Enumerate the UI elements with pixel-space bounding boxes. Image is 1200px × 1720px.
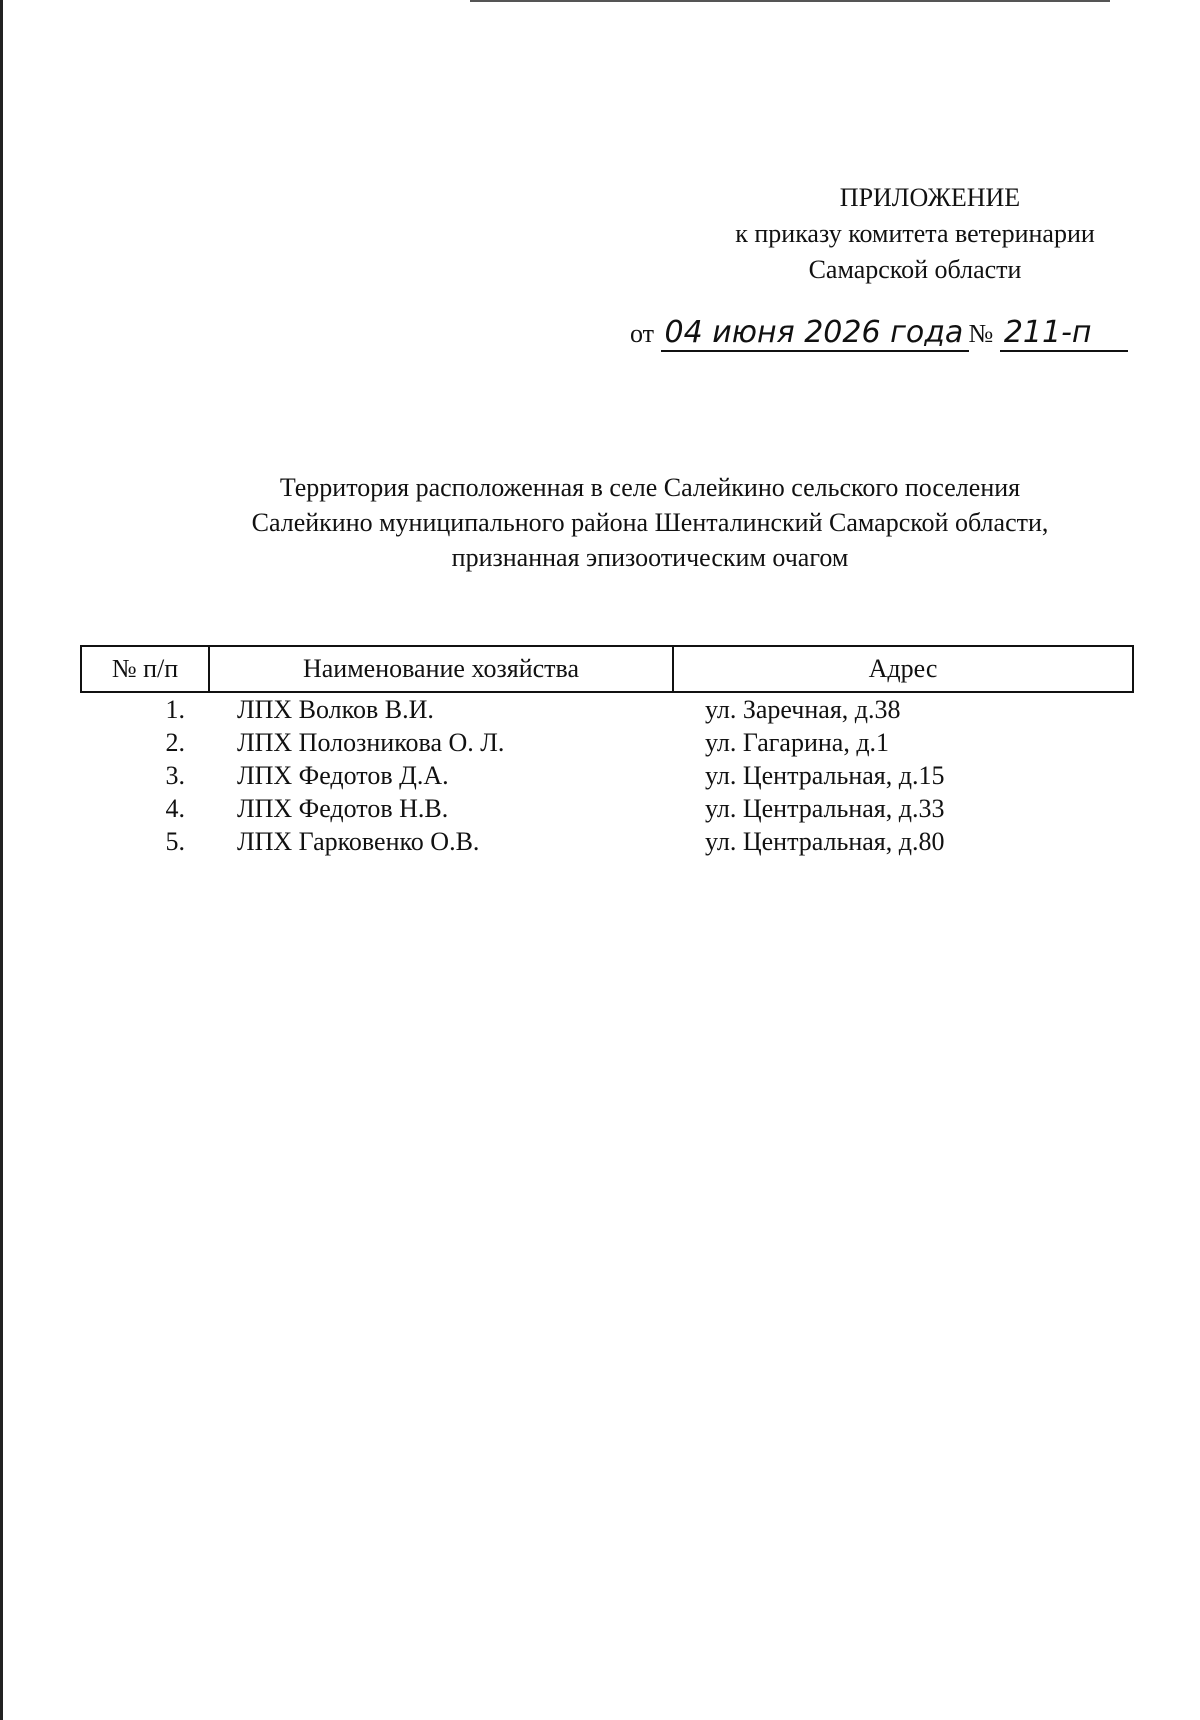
farms-table [80,645,1134,858]
document-title-line: признанная эпизоотическим очагом [451,543,849,572]
order-date-handwritten: 04 июня 2026 года [661,316,969,352]
table-row [81,792,1133,825]
table-row [81,726,1133,759]
row-number: 3. [165,760,185,790]
scan-edge-top [470,0,1110,2]
table-row [81,692,1133,726]
order-reference-line [630,316,1128,352]
row-farm-name: ЛПХ Гарковенко О.В. [237,826,480,856]
appendix-header [700,180,1130,288]
table-header-row [81,646,1133,692]
document-title-line: Территория расположенная в селе Салейкино сельского поселения [279,473,1021,502]
row-number: 5. [165,826,185,856]
document-title [110,470,1190,575]
appendix-authority: Самарской области [808,255,1022,284]
order-number-label: № [968,319,994,348]
row-farm-name: ЛПХ Федотов Д.А. [237,760,449,790]
row-address: ул. Центральная, д.15 [705,760,945,790]
row-address: ул. Гагарина, д.1 [705,727,890,757]
appendix-order-ref: к приказу комитета ветеринарии [735,219,1095,248]
order-date-prefix: от [630,319,655,348]
row-number: 4. [165,793,185,823]
table-row [81,825,1133,858]
row-address: ул. Заречная, д.38 [705,694,901,724]
order-number-handwritten: 211-п [1000,316,1128,352]
row-farm-name: ЛПХ Федотов Н.В. [237,793,449,823]
column-header-number: № п/п [81,646,209,692]
row-number: 1. [165,694,185,724]
column-header-address: Адрес [673,646,1133,692]
appendix-label: ПРИЛОЖЕНИЕ [839,183,1021,212]
row-farm-name: ЛПХ Полозникова О. Л. [237,727,505,757]
row-number: 2. [165,727,185,757]
table-row [81,759,1133,792]
scan-edge-left [0,0,3,1720]
row-farm-name: ЛПХ Волков В.И. [237,694,434,724]
column-header-farm-name: Наименование хозяйства [209,646,673,692]
document-title-line: Салейкино муниципального района Шенталинский Самарской области, [251,508,1049,537]
row-address: ул. Центральная, д.33 [705,793,945,823]
row-address: ул. Центральная, д.80 [705,826,945,856]
